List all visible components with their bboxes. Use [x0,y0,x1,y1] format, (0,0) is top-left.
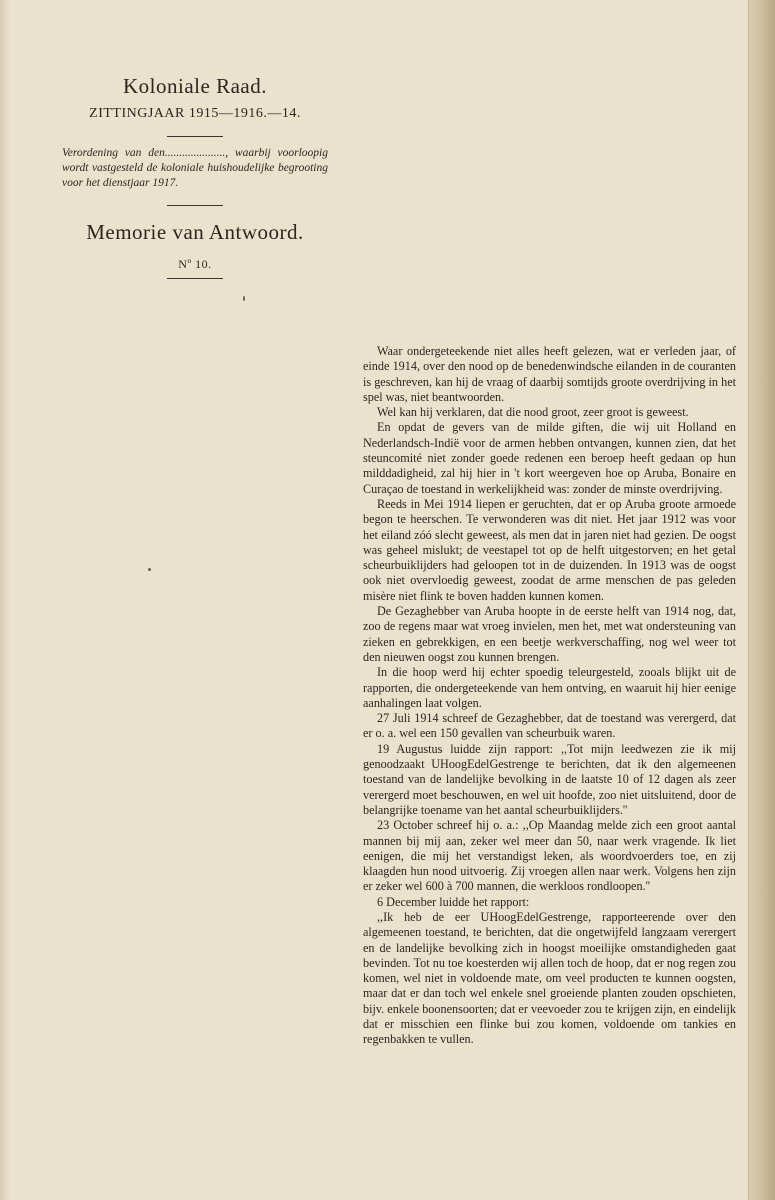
document-body [363,344,736,1048]
memo-title: Memorie van Antwoord. [86,220,304,244]
body-paragraph: De Gezaghebber van Aruba hoopte in de eerste helft van 1914 nog, dat, zoo de regens maar wat vroeg invielen, men het, met wat ondersteuning van zieken en gebrekkigen, en een beetje werkverschaffing, nog wel weer tot den nieuwen oogst zou kunnen brengen. [363,604,736,664]
header-divider [167,136,223,137]
document-number: Nº 10. [178,257,212,271]
body-paragraph: 27 Juli 1914 schreef de Gezaghebber, dat de toestand was verergerd, dat er o. a. wel een 150 gevallen van scheurbuik waren. [363,711,736,741]
paper-speck [148,568,151,571]
council-title: Koloniale Raad. [123,74,267,98]
body-paragraph: ,,Ik heb de eer UHoogEdelGestrenge, rapporteerende over den algemeenen toestand, te berichten, dat die ongetwijfeld langzaam verergert en de landelijke bevolking zich in hoogst moeilijke omstandigheden gaat bevinden. Tot nu toe koesterden wij allen toch de hoop, dat er nog regen zou komen, wel niet in voldoende mate, om veel producten te kunnen oogsten, maar dat er dan toch wel enkele snel groeiende planten zouden opschieten, bijv. enkele boonensoorten; dat er veevoeder zou te krijgen zijn, en eindelijk dat er misschien een flinke bui zou komen, voldoende om tankies en regenbakken te vullen. [363,909,736,1047]
decree-description: Verordening van den....................., waarbij voorloopig wordt vastgesteld de koloniale huishoudelijke begrooting voor het dienstjaar 1917. [62,147,328,189]
body-paragraph: Waar ondergeteekende niet alles heeft gelezen, wat er verleden jaar, of einde 1914, over den nood op de benedenwindsche eilanden in de couranten is geschreven, kan hij de vraag of daarbij somtijds groote overdrijving in het spel was, niet beantwoorden. [363,344,736,404]
body-paragraph: 6 December luidde het rapport: [377,894,530,909]
body-paragraph: In die hoop werd hij echter spoedig teleurgesteld, zooals blijkt uit de rapporten, die ondergeteekende van hem ontving, en waaruit hij hier eenige aanhalingen laat volgen. [363,665,736,710]
body-paragraph: Reeds in Mei 1914 liepen er geruchten, dat er op Aruba groote armoede begon te heerschen. Te verwonderen was dit niet. Het jaar 1912 was voor het eiland zóó slecht geweest, als men dat in jaren niet had gezien. De oogst was geheel mislukt; de veestapel tot op de helft uitgestorven; en het getal scheurbuiklijders had geloopen tot in de duizenden. In 1913 was de oogst ook niet overvloedig geweest, zoodat de arme menschen de pas geleden misère niet flink te boven hadden kunnen komen. [363,496,736,603]
paper-speck [243,296,245,301]
body-paragraph: Wel kan hij verklaren, dat die nood groot, zeer groot is geweest. [377,405,689,420]
body-paragraph: En opdat de gevers van de milde giften, die wij uit Holland en Nederlandsch-Indië voor de armen hebben ontvangen, kunnen zien, dat het steuncomité niet zonder goede redenen een beroep heeft gedaan op hun milddadigheid, zal hij hier in 't kort weergeven hoe op Aruba, Bonaire en Curaçao de toestand in werkelijkheid was: zonder de minste overdrijving. [363,420,736,496]
page-edge-shadow [0,0,10,1200]
header-divider [167,205,223,206]
binding-spine [748,0,775,1200]
body-paragraph: 23 October schreef hij o. a.: ,,Op Maandag melde zich een groot aantal mannen bij mij aan, zeker wel meer dan 50, naar werk vragende. Ik liet eenigen, die mij het verstandigst leken, als woordvoerders toe, en zij klaagden hun nood uitvoerig. Zij vroegen allen naar werk. Volgens hen zijn er zeker wel 600 à 700 mannen, die werkloos rondloopen.'' [363,818,736,894]
number-underline [167,278,223,279]
document-header [60,74,330,279]
session-year: ZITTINGJAAR 1915—1916.—14. [89,106,301,121]
body-paragraph: 19 Augustus luidde zijn rapport: ,,Tot mijn leedwezen zie ik mij genoodzaakt UHoogEdelGestrenge te berichten, dat ik den algemeenen toestand van de landelijke bevolking in de laatste 10 of 12 dagen als zeer verergerd moet beschouwen, en wel uit hoofde, zoo niet uitsluitend, door de belangrijke toename van het aantal scheurbuiklijders.'' [363,741,736,817]
